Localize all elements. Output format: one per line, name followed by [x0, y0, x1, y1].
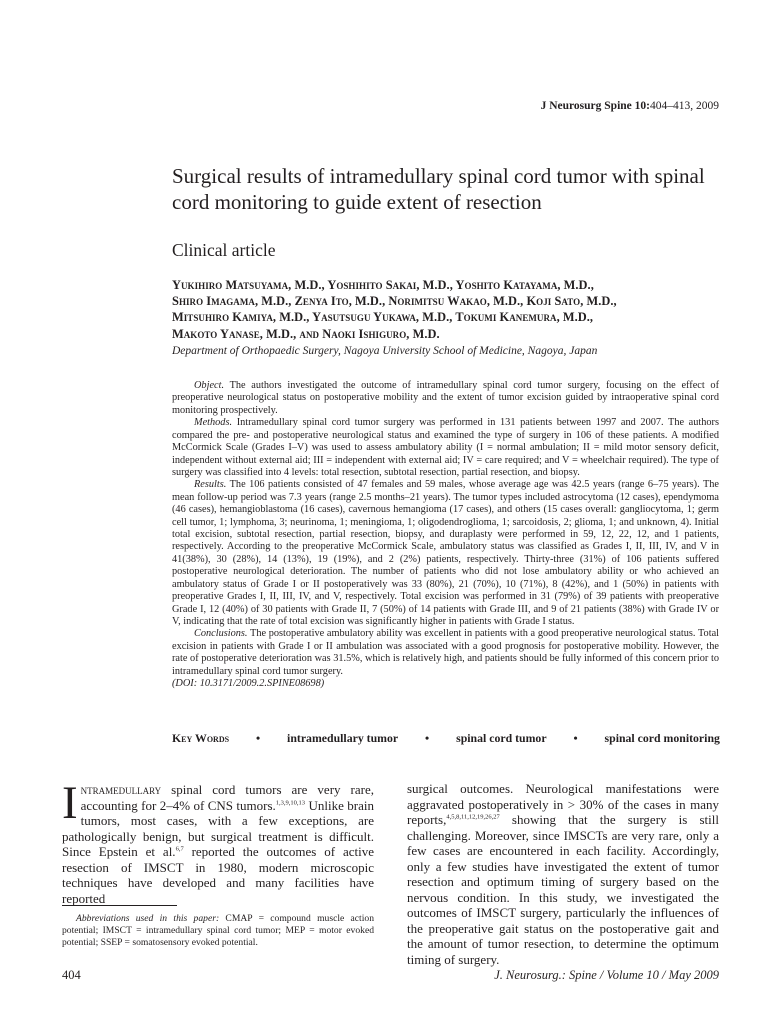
keyword: spinal cord tumor: [456, 731, 547, 745]
affiliation: Department of Orthopaedic Surgery, Nagoya University School of Medicine, Nagoya, Japan: [172, 345, 598, 357]
doi: (DOI: 10.3171/2009.2.SPINE08698): [172, 678, 325, 690]
abstract-methods-text: Intramedullary spinal cord tumor surgery was performed in 131 patients between 1997 and 2007. The authors compared the pre- and postoperative neurological status and examined the type of surgery in 106 of these patients. A modified McCormick Scale (Grades I–V) was used to assess ambulatory ability (I = normal ambulation; II = mild motor sensory deficit, independent without external aid; III = independent with external aid; IV = care required; and V = wheelchair required). The type of surgery was classified into 4 levels: total resection, subtotal resection, partial resection, and biopsy.: [172, 417, 719, 478]
drop-cap: I: [62, 777, 78, 829]
abstract-methods: [172, 417, 719, 479]
journal-abbrev: J Neurosurg Spine: [540, 100, 632, 112]
keyword-separator: •: [573, 731, 578, 745]
journal-citation-header: [541, 100, 719, 112]
page-number: 404: [62, 968, 81, 982]
citation-ref: 1,3,9,10,13: [275, 799, 306, 807]
abstract-results: [172, 479, 719, 628]
abstract-results-label: Results.: [194, 479, 227, 491]
article-type: Clinical article: [172, 240, 276, 260]
author-line: Mitsuhiro Kamiya, M.D., Yasutsugu Yukawa, M.D., Tokumi Kanemura, M.D.,: [172, 310, 594, 325]
author-line: Yukihiro Matsuyama, M.D., Yoshihito Sakai, M.D., Yoshito Katayama, M.D.,: [172, 278, 594, 292]
author-line: Shiro Imagama, M.D., Zenya Ito, M.D., Norimitsu Wakao, M.D., Koji Sato, M.D.,: [172, 294, 617, 309]
abstract-object-text: The authors investigated the outcome of intramedullary spinal cord tumor surgery, focusing on the effect of preoperative neurological status on postoperative mobility and the extent of tumor excision guided by intraoperative spinal cord monitoring prospectively.: [172, 380, 719, 416]
article-title: Surgical results of intramedullary spinal cord tumor with spinal cord monitoring to guide extent of resection: [172, 164, 705, 214]
abstract: [172, 380, 719, 691]
keyword-separator: •: [425, 731, 430, 745]
abstract-conclusions-label: Conclusions.: [194, 628, 248, 640]
body-text: spinal cord tumors are very rare, accounting for 2–4% of CNS tumors.: [80, 782, 374, 813]
lead-word: ntramedullary: [80, 782, 162, 797]
body-column-left: [62, 777, 374, 906]
citation-ref: 6,7: [175, 845, 184, 853]
footnote-divider: [62, 905, 177, 906]
keywords: [172, 731, 720, 746]
abstract-results-text: The 106 patients consisted of 47 females and 59 males, whose average age was 42.5 years (range 6–75 years). The mean follow-up period was 7.3 years (range 2.5 months–21 years). The tumor types included astrocytoma (12 cases), ependymoma (46 cases), hemangioblastoma (16 cases), cavernous hemangioma (17 cases), and others (15 cases overall: gangliocytoma, 1; germ cell tumor, 1; lymphoma, 3; neurinoma, 1; meningioma, 1; oligodendroglioma, 1; sarcoidosis, 2; glioma, 1; and unknown, 4). Initial total excision, subtotal resection, partial resection, biopsy, and duraplasty were performed in 59, 12, 22, 12, and 1 patients, respectively. According to the preoperative McCormick Scale, ambulatory status was classified as Grades I, II, III, IV, and V in 41(38%), 30 (28%), 14 (13%), 19 (19%), and 2 (2%) patients, respectively. Thirty-three (31%) of 106 patients suffered postoperative neurological deterioration. The number of patients who did not lose ambulatory ability or who achieved an ambulatory status of Grade I or II postoperatively was 33 (80%), 21 (70%), 10 (71%), 8 (42%), and 1 (50%) in patients with preoperative Grades I, II, III, IV, and V, respectively. Total excision was performed in 31 (79%) of 39 patients with preoperative Grade I, 12 (40%) of 30 patients with Grade II, 7 (50%) of 14 patients with Grade III, and 9 of 21 patients (38%) with Grade IV or V, indicating that the rate of total excision was significantly higher in patients with Grade I status.: [172, 479, 719, 628]
body-column-right: [407, 781, 719, 967]
abstract-object-label: Object.: [194, 380, 225, 391]
journal-pages-year: 404–413, 2009: [650, 100, 719, 112]
footnote-text: CMAP = compound muscle action potential; IMSCT = intramedullary spinal cord tumor; MEP = motor evoked potential; SSEP = somatosensory evoked potential.: [62, 913, 374, 948]
keyword: intramedullary tumor: [287, 731, 399, 745]
abstract-methods-label: Methods.: [194, 417, 233, 429]
citation-ref: 4,5,8,11,12,19,26,27: [446, 813, 500, 821]
abstract-object: [172, 380, 719, 417]
body-text: showing that the surgery is still challenging. Moreover, since IMSCTs are very rare, only a few cases are encountered in each facility. Accordingly, only a few studies have investigated the extent of tumor resection and optimum timing of surgery based on the nervous condition. In this study, we investigated the outcomes of IMSCT surgery, particularly the influences of the preoperative gait status on the postoperative gait and the amount of tumor resection, to determine the optimum timing of surgery.: [407, 812, 719, 967]
footnote-label: Abbreviations used in this paper:: [76, 913, 220, 924]
body-text: surgical outcomes. Neurological manifestations were aggravated postoperatively in > 30% of the cases in many reports,: [407, 781, 719, 827]
keywords-label: Key Words: [172, 731, 230, 745]
keyword-separator: •: [255, 731, 261, 745]
author-line: Makoto Yanase, M.D., and Naoki Ishiguro, M.D.: [172, 326, 440, 341]
body-text: Unlike brain tumors, most cases, with a few exceptions, are pathologically benign, but surgical treatment is difficult. Since Epstein et al.: [62, 797, 374, 859]
abstract-conclusions-text: The postoperative ambulatory ability was excellent in patients with a good preoperative neurological status. Total excision in patients with Grade I or II ambulation was associated with a good prognosis for postoperative mobility. However, the rate of postoperative deterioration was 31.5%, which is relatively high, and patients should be fully informed of this concern prior to intramedullary spinal cord tumor surgery.: [172, 628, 720, 677]
journal-volume: 10:: [634, 100, 650, 112]
abstract-conclusions: [172, 628, 719, 678]
abbreviations-footnote: [62, 913, 374, 949]
footer-journal: J. Neurosurg.: Spine / Volume 10 / May 2009: [494, 968, 719, 982]
author-list: [172, 277, 732, 342]
body-text: reported the outcomes of active resection of IMSCT in 1980, modern microscopic techniques have developed and many facilities have reported: [62, 844, 374, 906]
keyword: spinal cord monitoring: [604, 731, 720, 745]
